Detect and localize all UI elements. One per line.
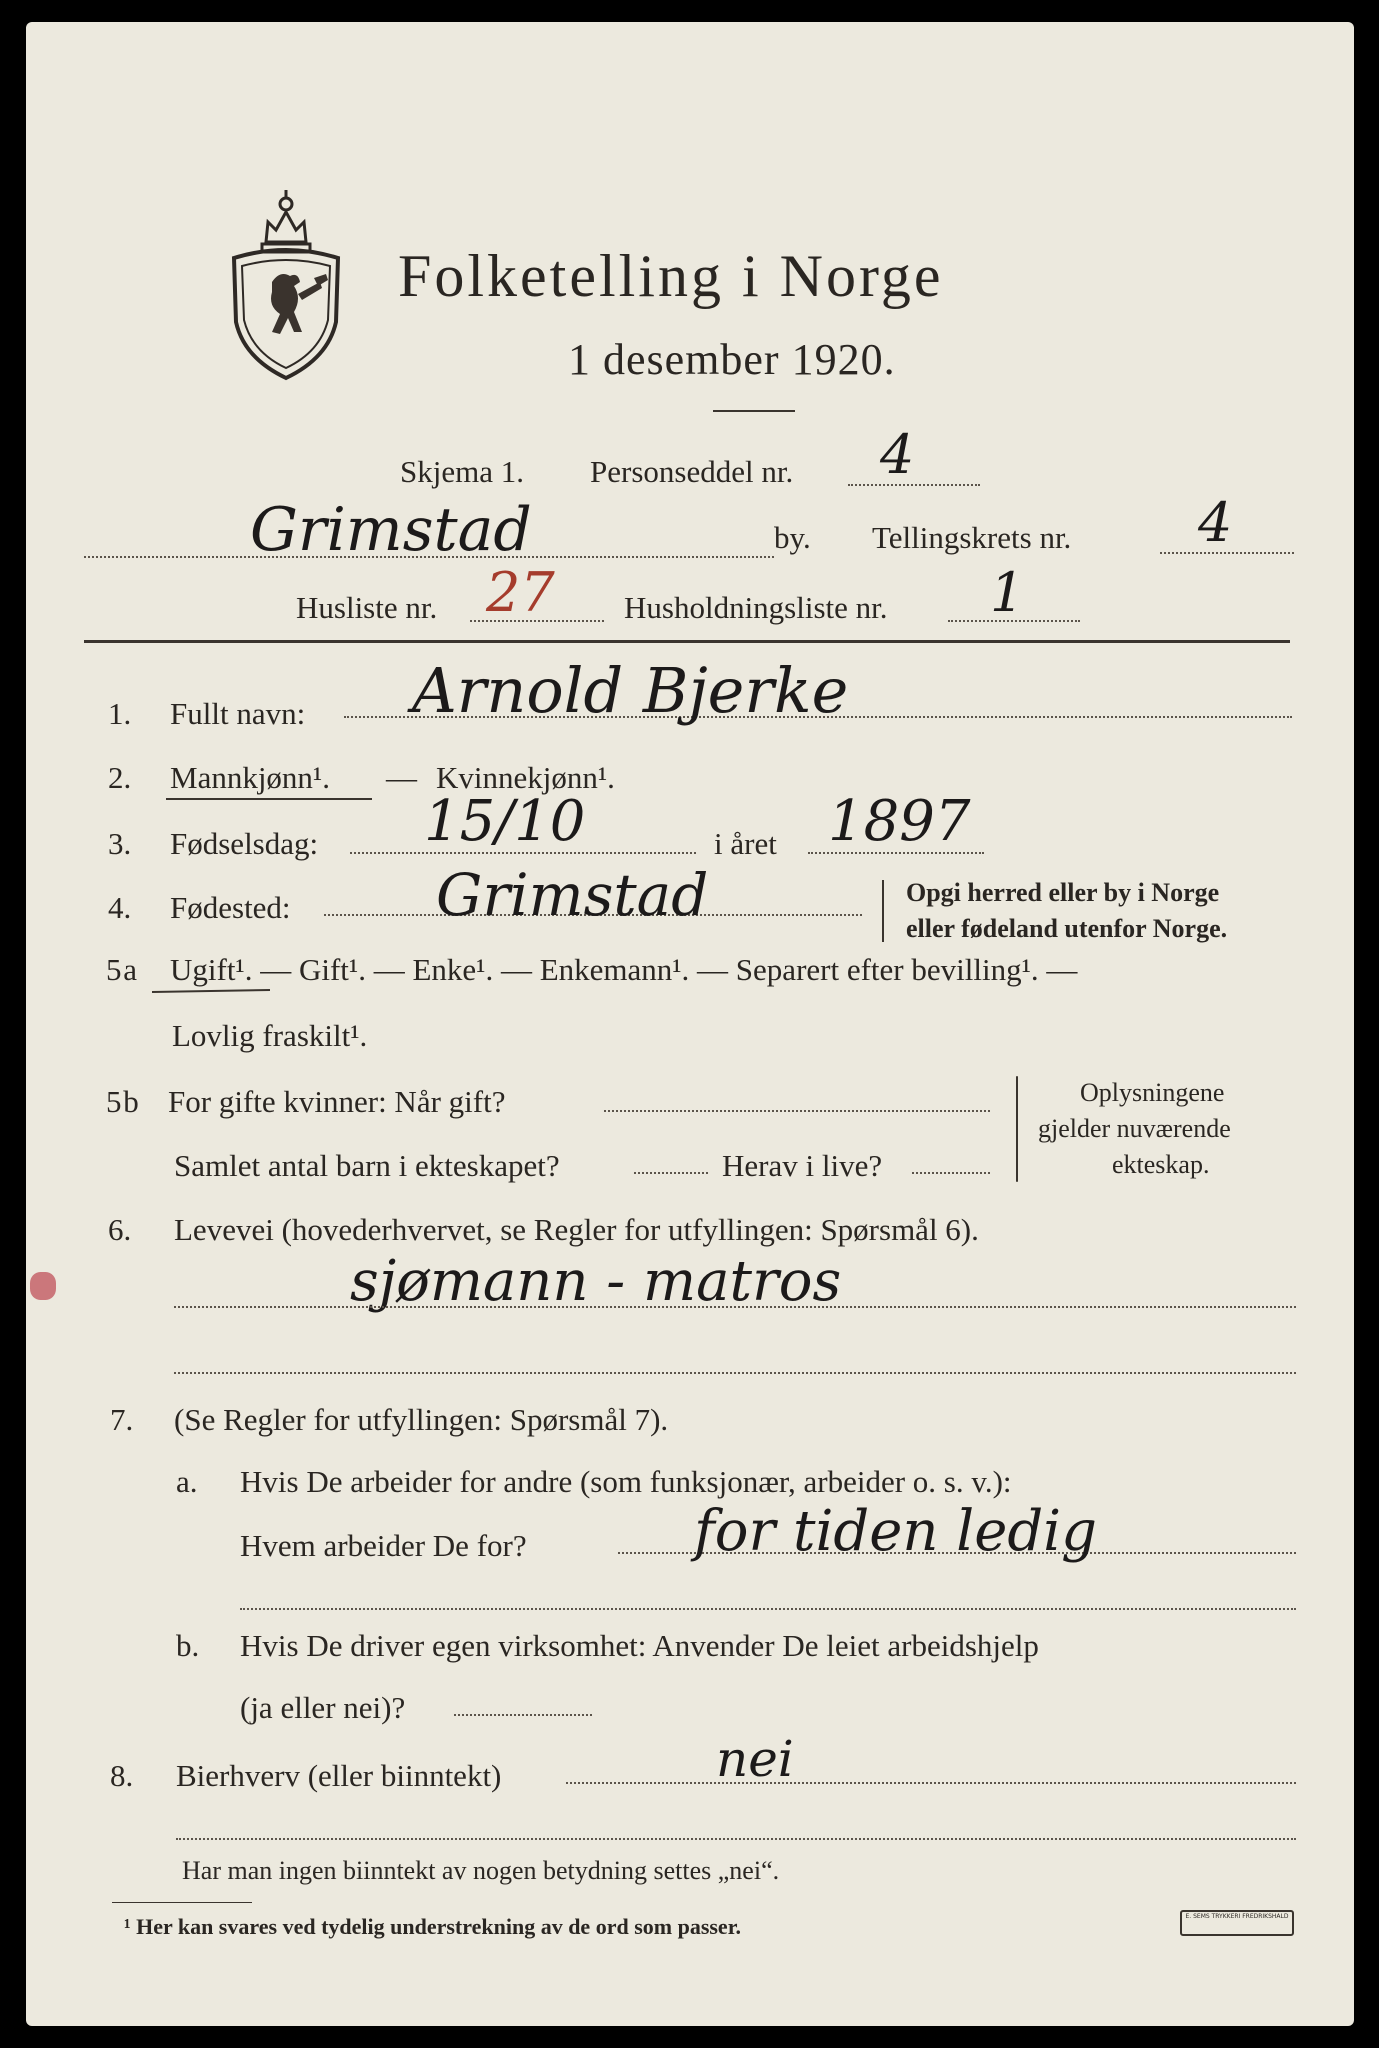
sex-female-option[interactable]: Kvinnekjønn¹. xyxy=(436,760,615,795)
q8-number: 8. xyxy=(110,1758,134,1793)
q7b-letter: b. xyxy=(176,1628,200,1663)
q5b-children-label: Samlet antal barn i ekteskapet? xyxy=(174,1148,560,1183)
nei-instruction: Har man ingen biinntekt av nogen betydning settes „nei“. xyxy=(182,1856,780,1885)
occupation-value[interactable]: sjømann - matros xyxy=(350,1249,842,1314)
occupation-line-1 xyxy=(174,1306,1296,1308)
q1-label: Fullt navn: xyxy=(170,696,306,731)
title-divider xyxy=(713,410,795,412)
personseddel-label: Personseddel nr. xyxy=(590,454,794,489)
by-label: by. xyxy=(774,520,811,555)
q5b-line1: For gifte kvinner: Når gift? xyxy=(168,1084,506,1119)
occupation-line-2 xyxy=(174,1372,1296,1374)
q4-number: 4. xyxy=(108,890,132,925)
year-label: i året xyxy=(714,826,777,861)
q5b-number: 5 b xyxy=(106,1084,139,1119)
q4-brace xyxy=(882,880,884,942)
form-title: Folketelling i Norge xyxy=(398,243,944,309)
q5b-note-line2: gjelder nuværende xyxy=(1038,1114,1231,1143)
personseddel-line xyxy=(848,484,980,486)
marital-status-options[interactable]: Ugift¹. — Gift¹. — Enke¹. — Enkemann¹. — Separert efter bevilling¹. — xyxy=(170,952,1078,987)
side-income-value[interactable]: nei xyxy=(716,1730,794,1788)
q7a-letter: a. xyxy=(176,1464,198,1499)
q7b-line1: Hvis De driver egen virksomhet: Anvender De leiet arbeidshjelp xyxy=(240,1628,1039,1663)
husholdning-value[interactable]: 1 xyxy=(990,561,1025,624)
tellingskrets-value[interactable]: 4 xyxy=(1198,491,1233,554)
children-line xyxy=(634,1172,708,1174)
birthdate-value[interactable]: 15/10 xyxy=(424,789,586,854)
q5b-brace xyxy=(1016,1076,1018,1182)
q5b-note-line3: ekteskap. xyxy=(1112,1150,1210,1179)
birth-year-value[interactable]: 1897 xyxy=(828,789,971,854)
q8-label: Bierhverv (eller biinntekt) xyxy=(176,1758,502,1793)
marital-status-options-line2[interactable]: Lovlig fraskilt¹. xyxy=(172,1018,368,1053)
q6-number: 6. xyxy=(108,1212,132,1247)
q5b-alive-label: Herav i live? xyxy=(722,1148,883,1183)
footnote: ¹ Her kan svares ved tydelig understrekning av de ord som passer. xyxy=(124,1914,741,1939)
male-underline xyxy=(166,798,372,800)
footnote-rule xyxy=(112,1902,252,1903)
employer-line-2 xyxy=(240,1608,1296,1610)
husholdning-label: Husholdningsliste nr. xyxy=(624,590,888,625)
husliste-label: Husliste nr. xyxy=(296,590,438,625)
q5b-note-line1: Oplysningene xyxy=(1080,1078,1225,1107)
q4-note-line2: eller fødeland utenfor Norge. xyxy=(906,914,1228,943)
town-value[interactable]: Grimstad xyxy=(250,495,532,565)
tellingskrets-label: Tellingskrets nr. xyxy=(872,520,1072,555)
q7a-line2: Hvem arbeider De for? xyxy=(240,1528,527,1563)
q4-label: Fødested: xyxy=(170,890,291,925)
census-date: 1 desember 1920. xyxy=(568,335,896,384)
q3-label: Fødselsdag: xyxy=(170,826,319,861)
q7-label: (Se Regler for utfyllingen: Spørsmål 7). xyxy=(174,1402,669,1437)
married-when-line xyxy=(604,1110,990,1112)
q4-note-line1: Opgi herred eller by i Norge xyxy=(906,878,1220,907)
header-rule xyxy=(84,640,1290,643)
sex-male-option[interactable]: Mannkjønn¹. xyxy=(170,760,330,795)
birthplace-value[interactable]: Grimstad xyxy=(436,861,709,929)
q7-number: 7. xyxy=(110,1402,134,1437)
side-income-line xyxy=(566,1782,1296,1784)
side-income-line-2 xyxy=(176,1838,1296,1840)
hired-help-line xyxy=(454,1714,592,1716)
q6-label: Levevei (hovederhvervet, se Regler for utfyllingen: Spørsmål 6). xyxy=(174,1212,979,1247)
q1-number: 1. xyxy=(108,696,132,731)
q2-number: 2. xyxy=(108,760,132,795)
personseddel-value[interactable]: 4 xyxy=(880,423,915,486)
red-ink-mark xyxy=(30,1272,56,1300)
norwegian-coat-of-arms-icon xyxy=(228,182,344,382)
employer-value[interactable]: for tiden ledig xyxy=(694,1499,1097,1564)
q7b-line2: (ja eller nei)? xyxy=(240,1690,406,1725)
alive-line xyxy=(912,1172,990,1174)
q5a-number: 5 a xyxy=(106,952,138,987)
q3-number: 3. xyxy=(108,826,132,861)
q2-separator: — xyxy=(386,760,417,795)
skjema-label: Skjema 1. xyxy=(400,454,524,489)
full-name-value[interactable]: Arnold Bjerke xyxy=(412,654,849,727)
husliste-value[interactable]: 27 xyxy=(486,561,555,624)
q7a-line1: Hvis De arbeider for andre (som funksjonær, arbeider o. s. v.): xyxy=(240,1464,1012,1499)
printer-stamp: E. SEMS TRYKKERI FREDRIKSHALD xyxy=(1180,1910,1294,1936)
